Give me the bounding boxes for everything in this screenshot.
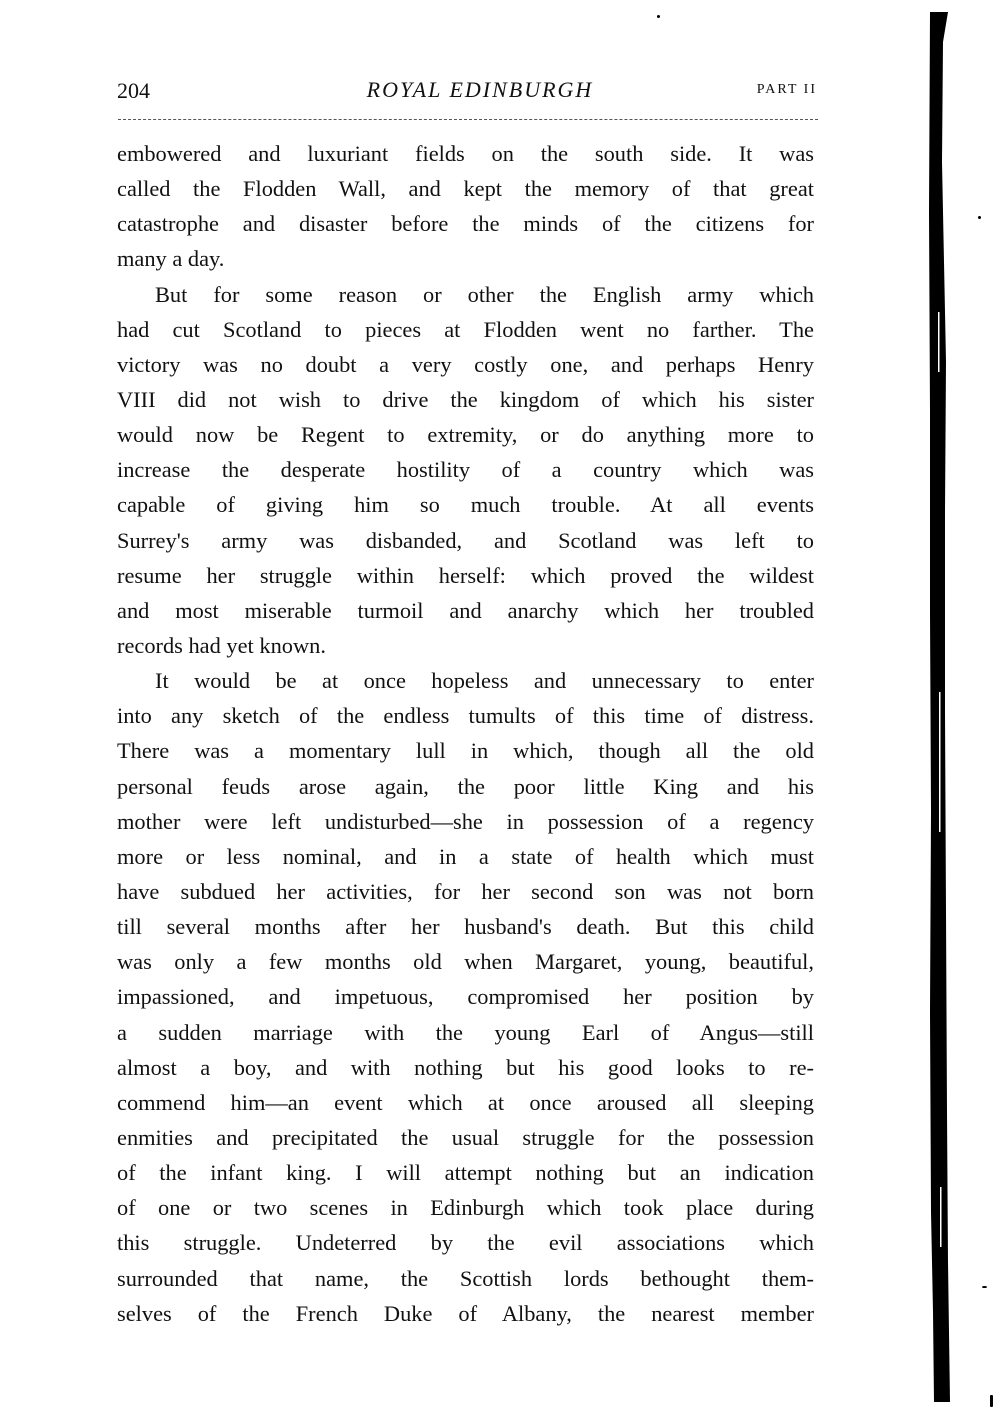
paragraph-start-line: It would be at once hopeless and unnecessary to enter bbox=[155, 668, 814, 694]
text-line: embowered and luxuriant fields on the south side. It was bbox=[117, 141, 814, 166]
page-number: 204 bbox=[117, 78, 150, 103]
running-head bbox=[117, 78, 823, 108]
text-line: Surrey's army was disbanded, and Scotland was left to bbox=[117, 527, 814, 553]
scan-speck bbox=[978, 216, 981, 219]
text-line: called the Flodden Wall, and kept the memory of that great bbox=[117, 176, 814, 202]
text-line: victory was no doubt a very costly one, and perhaps Henry bbox=[117, 351, 814, 377]
text-line: till several months after her husband's death. But this child bbox=[117, 914, 814, 940]
text-line: surrounded that name, the Scottish lords bethought them- bbox=[117, 1265, 814, 1291]
text-line: many a day. bbox=[117, 246, 225, 272]
text-line: enmities and precipitated the usual struggle for the possession bbox=[117, 1124, 814, 1150]
text-line: records had yet known. bbox=[117, 632, 326, 658]
part-label: PART II bbox=[756, 82, 817, 97]
binding-shadow bbox=[928, 12, 958, 1412]
body-text bbox=[117, 136, 814, 1331]
text-line: personal feuds arose again, the poor little King and his bbox=[117, 773, 814, 799]
text-line: mother were left undisturbed—she in possession of a regency bbox=[117, 808, 814, 834]
text-line: impassioned, and impetuous, compromised her position by bbox=[117, 984, 814, 1010]
text-line: had cut Scotland to pieces at Flodden went no farther. The bbox=[117, 316, 814, 342]
scan-speck bbox=[990, 1395, 993, 1407]
text-line: more or less nominal, and in a state of health which must bbox=[117, 843, 814, 869]
text-line: VIII did not wish to drive the kingdom of which his sister bbox=[117, 386, 814, 412]
text-line: capable of giving him so much trouble. At all events bbox=[117, 492, 814, 518]
text-line: selves of the French Duke of Albany, the nearest member bbox=[117, 1300, 814, 1326]
text-line: commend him—an event which at once aroused all sleeping bbox=[117, 1089, 814, 1115]
text-line: of the infant king. I will attempt nothing but an indication bbox=[117, 1160, 814, 1186]
text-line: into any sketch of the endless tumults of this time of distress. bbox=[117, 703, 814, 729]
header-rule bbox=[118, 119, 818, 120]
text-line: catastrophe and disaster before the minds of the citizens for bbox=[117, 211, 814, 237]
scan-speck bbox=[982, 1286, 987, 1288]
paragraph-start-line: But for some reason or other the English army which bbox=[155, 281, 814, 307]
text-line: was only a few months old when Margaret, young, beautiful, bbox=[117, 949, 814, 975]
text-line: a sudden marriage with the young Earl of Angus—still bbox=[117, 1019, 814, 1045]
text-line: have subdued her activities, for her second son was not born bbox=[117, 878, 814, 904]
running-title: ROYAL EDINBURGH bbox=[366, 77, 594, 102]
text-line: this struggle. Undeterred by the evil associations which bbox=[117, 1230, 814, 1256]
text-line: almost a boy, and with nothing but his good looks to re- bbox=[117, 1054, 814, 1080]
text-line: There was a momentary lull in which, though all the old bbox=[117, 738, 814, 764]
text-line: resume her struggle within herself: which proved the wildest bbox=[117, 562, 814, 588]
text-line: and most miserable turmoil and anarchy which her troubled bbox=[117, 597, 814, 623]
text-line: of one or two scenes in Edinburgh which took place during bbox=[117, 1195, 814, 1221]
text-line: would now be Regent to extremity, or do anything more to bbox=[117, 422, 814, 448]
scan-speck bbox=[657, 15, 660, 18]
text-line: increase the desperate hostility of a country which was bbox=[117, 457, 814, 483]
